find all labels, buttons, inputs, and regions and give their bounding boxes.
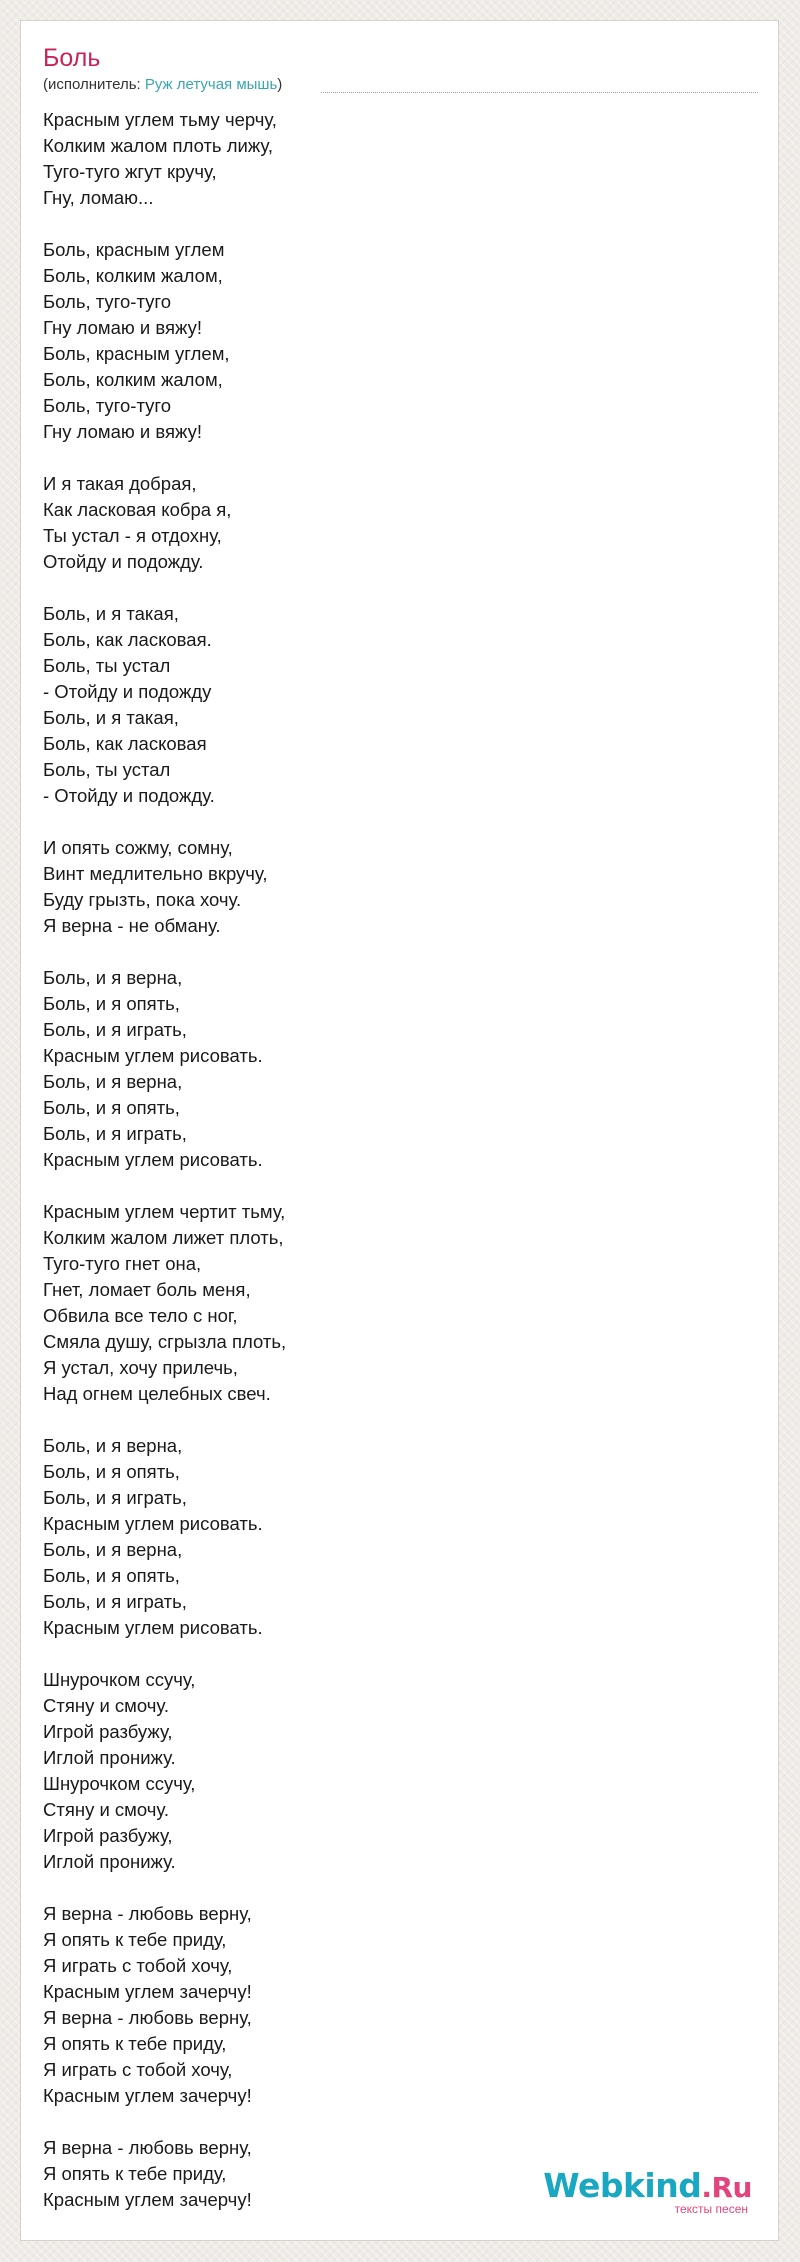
- lyric-line: [43, 939, 743, 965]
- lyric-line: Туго-туго жгут кручу,: [43, 161, 217, 182]
- lyric-line: [43, 809, 743, 835]
- lyric-line: Боль, и я верна,: [43, 967, 183, 988]
- lyric-line: Стяну и смочу.: [43, 1799, 169, 1820]
- lyric-line: Боль, колким жалом,: [43, 369, 223, 390]
- artist-link[interactable]: Руж летучая мышь: [144, 76, 278, 93]
- lyric-line: Шнурочком ссучу,: [43, 1669, 196, 1690]
- lyric-line: Красным углем рисовать.: [43, 1617, 263, 1638]
- lyric-line: Красным углем тьму черчу,: [43, 109, 277, 130]
- lyric-line: Игрой разбужу,: [43, 1825, 173, 1846]
- lyric-line: [43, 1173, 743, 1199]
- lyric-line: Боль, и я верна,: [43, 1071, 183, 1092]
- lyric-line: Боль, и я играть,: [43, 1123, 187, 1144]
- lyric-line: Я играть с тобой хочу,: [43, 2059, 233, 2080]
- lyric-line: Боль, красным углем: [43, 239, 225, 260]
- lyric-line: Боль, и я опять,: [43, 1097, 180, 1118]
- lyric-line: Красным углем зачерчу!: [43, 2085, 252, 2106]
- lyric-line: [43, 1875, 743, 1901]
- lyric-line: Боль, красным углем,: [43, 343, 230, 364]
- lyric-line: Боль, и я опять,: [43, 1565, 180, 1586]
- lyric-line: Боль, и я опять,: [43, 1461, 180, 1482]
- lyric-line: И я такая добрая,: [43, 473, 197, 494]
- logo-webkind: Webkind: [543, 2166, 702, 2205]
- lyric-line: Смяла душу, сгрызла плоть,: [43, 1331, 287, 1352]
- lyric-line: Отойду и подожду.: [43, 551, 204, 572]
- lyrics-text: [43, 107, 743, 2213]
- lyric-line: Гнет, ломает боль меня,: [43, 1279, 251, 1300]
- lyric-line: [43, 211, 743, 237]
- lyric-line: Я верна - любовь верну,: [43, 2007, 252, 2028]
- lyric-line: - Отойду и подожду: [43, 681, 212, 702]
- lyric-line: Я опять к тебе приду,: [43, 2033, 227, 2054]
- lyric-line: Боль, и я такая,: [43, 603, 179, 624]
- lyric-line: Я верна - не обману.: [43, 915, 221, 936]
- lyric-line: Я верна - любовь верну,: [43, 2137, 252, 2158]
- logo-tagline: тексты песен: [674, 2202, 748, 2216]
- lyric-line: Боль, как ласковая: [43, 733, 207, 754]
- lyric-line: Красным углем зачерчу!: [43, 2189, 252, 2210]
- lyric-line: Игрой разбужу,: [43, 1721, 173, 1742]
- lyric-line: Как ласковая кобра я,: [43, 499, 232, 520]
- lyric-line: [43, 445, 743, 471]
- lyric-line: Боль, туго-туго: [43, 291, 172, 312]
- lyric-line: Обвила все тело с ног,: [43, 1305, 238, 1326]
- song-title: Боль: [43, 44, 101, 72]
- lyric-line: Шнурочком ссучу,: [43, 1773, 196, 1794]
- artist-prefix: (исполнитель:: [43, 76, 145, 93]
- lyric-line: Я верна - любовь верну,: [43, 1903, 252, 1924]
- lyric-line: Боль, туго-туго: [43, 395, 172, 416]
- lyric-line: Боль, ты устал: [43, 759, 171, 780]
- lyric-line: Гну ломаю и вяжу!: [43, 317, 202, 338]
- lyric-line: Иглой пронижу.: [43, 1851, 176, 1872]
- lyric-line: Буду грызть, пока хочу.: [43, 889, 242, 910]
- lyric-line: Колким жалом плоть лижу,: [43, 135, 273, 156]
- lyric-line: [43, 1641, 743, 1667]
- lyric-line: Боль, как ласковая.: [43, 629, 212, 650]
- lyric-line: Боль, и я играть,: [43, 1487, 187, 1508]
- lyric-line: [43, 2109, 743, 2135]
- lyric-line: Красным углем рисовать.: [43, 1513, 263, 1534]
- lyric-line: [43, 575, 743, 601]
- lyric-line: Красным углем зачерчу!: [43, 1981, 252, 2002]
- lyric-line: Стяну и смочу.: [43, 1695, 169, 1716]
- lyrics-card: [20, 20, 779, 2241]
- lyric-line: Я играть с тобой хочу,: [43, 1955, 233, 1976]
- lyric-line: Колким жалом лижет плоть,: [43, 1227, 284, 1248]
- lyric-line: Над огнем целебных свеч.: [43, 1383, 271, 1404]
- lyric-line: Красным углем рисовать.: [43, 1149, 263, 1170]
- lyric-line: - Отойду и подожду.: [43, 785, 215, 806]
- lyric-line: Боль, и я опять,: [43, 993, 180, 1014]
- lyric-line: Я опять к тебе приду,: [43, 1929, 227, 1950]
- lyric-line: Боль, и я верна,: [43, 1539, 183, 1560]
- lyric-line: Я устал, хочу прилечь,: [43, 1357, 238, 1378]
- dotted-divider: [321, 92, 758, 93]
- lyric-line: Гну ломаю и вяжу!: [43, 421, 202, 442]
- lyric-line: Боль, и я играть,: [43, 1019, 187, 1040]
- lyric-line: Красным углем рисовать.: [43, 1045, 263, 1066]
- lyric-line: И опять сожму, сомну,: [43, 837, 233, 858]
- lyric-line: Ты устал - я отдохну,: [43, 525, 222, 546]
- lyric-line: Гну, ломаю...: [43, 187, 154, 208]
- artist-suffix: ): [277, 76, 283, 93]
- lyric-line: Иглой пронижу.: [43, 1747, 176, 1768]
- lyric-line: [43, 1407, 743, 1433]
- lyric-line: Я опять к тебе приду,: [43, 2163, 227, 2184]
- lyric-line: Туго-туго гнет она,: [43, 1253, 202, 1274]
- lyric-line: Боль, колким жалом,: [43, 265, 223, 286]
- site-logo[interactable]: [543, 2168, 752, 2216]
- logo-ru: .Ru: [701, 2171, 752, 2204]
- lyric-line: Боль, ты устал: [43, 655, 171, 676]
- lyric-line: Боль, и я такая,: [43, 707, 179, 728]
- lyric-line: Винт медлительно вкручу,: [43, 863, 268, 884]
- lyric-line: Боль, и я верна,: [43, 1435, 183, 1456]
- lyric-line: Боль, и я играть,: [43, 1591, 187, 1612]
- artist-line: [43, 75, 282, 95]
- lyric-line: Красным углем чертит тьму,: [43, 1201, 286, 1222]
